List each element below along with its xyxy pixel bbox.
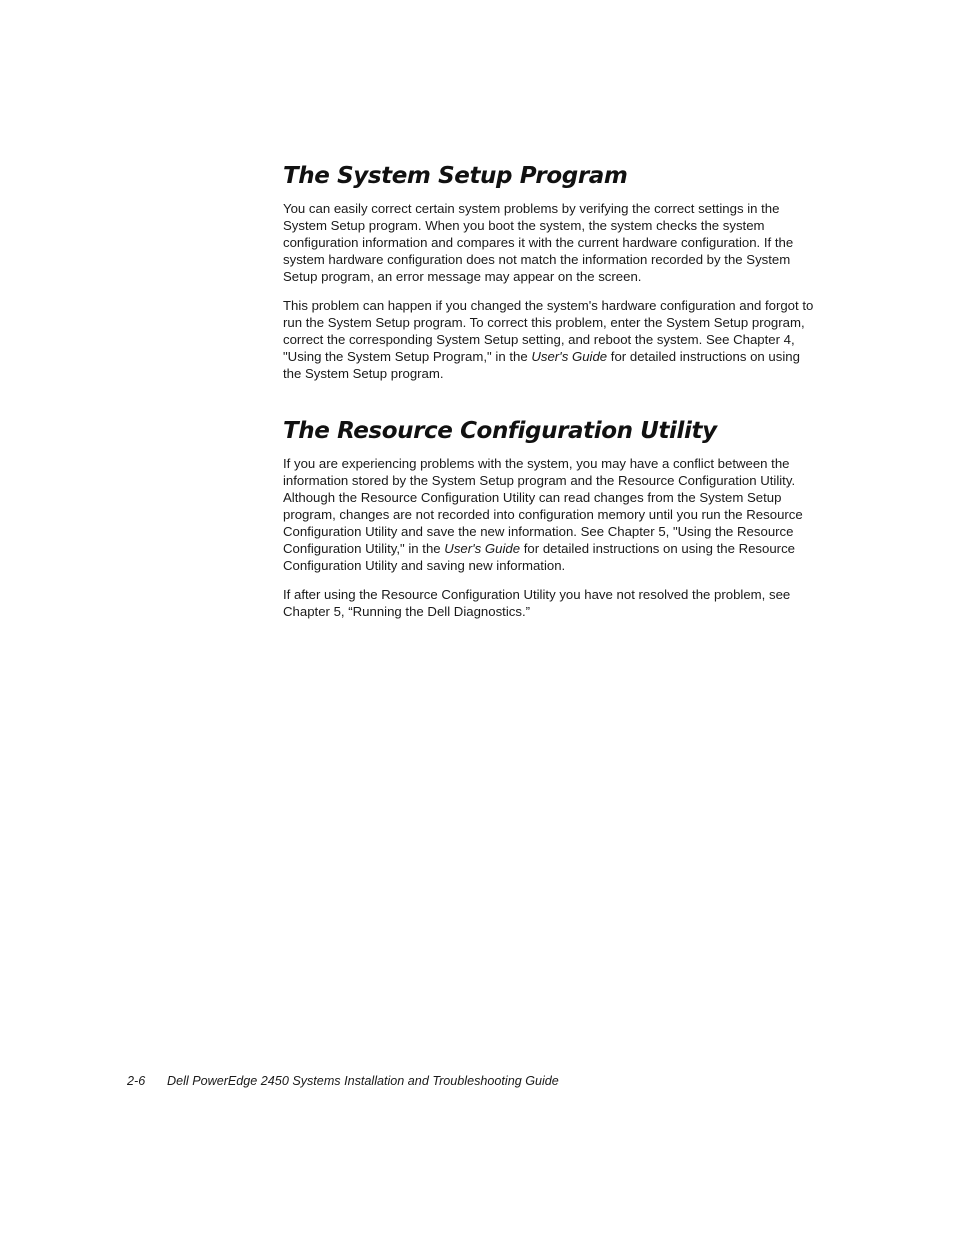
paragraph-text: If you are experiencing problems with the system, you may have a conflict between the information stored by the System Setup program and the Resource Configuration Utility. Although the Resource Configuration Utility can read changes from the System Setup program, changes are not recorded into configuration memory until you run the Resource Configuration Utility and save the new information. See Chapter 5, "Using the Resource Configuration Utility," in the [283,456,803,556]
paragraph: If after using the Resource Configuration Utility you have not resolved the problem, see Chapter 5, “Running the Dell Diagnostics.” [283,587,791,619]
section-heading: The System Setup Program [283,163,628,189]
section-resource-config [283,415,819,620]
paragraph-text: for detailed instructions on using the System Setup program. [283,349,800,381]
footer-title: Dell PowerEdge 2450 Systems Installation and Troubleshooting Guide [167,1074,559,1088]
page-number: 2-6 [127,1074,146,1088]
paragraph-text: for detailed instructions on using the Resource Configuration Utility and saving new information. [283,541,796,573]
paragraph: You can easily correct certain system problems by verifying the correct settings in the System Setup program. When you boot the system, the system checks the system configuration information and compares it with the current hardware configuration. If the system hardware configuration does not match the information recorded by the System Setup program, an error message may appear on the screen. [283,201,794,284]
page-footer [127,1074,559,1088]
guide-title: User's Guide [531,349,608,364]
paragraph-text: This problem can happen if you changed the system's hardware configuration and forgot to run the System Setup program. To correct this problem, enter the System Setup program, correct the corresponding System Setup setting, and reboot the system. See Chapter 4, "Using the System Setup Program," in the [283,298,814,364]
guide-title: User's Guide [444,541,521,556]
section-system-setup [283,160,819,382]
paragraph [283,455,819,574]
section-heading: The Resource Configuration Utility [283,418,717,444]
paragraph [283,297,819,382]
page-content [283,160,819,632]
